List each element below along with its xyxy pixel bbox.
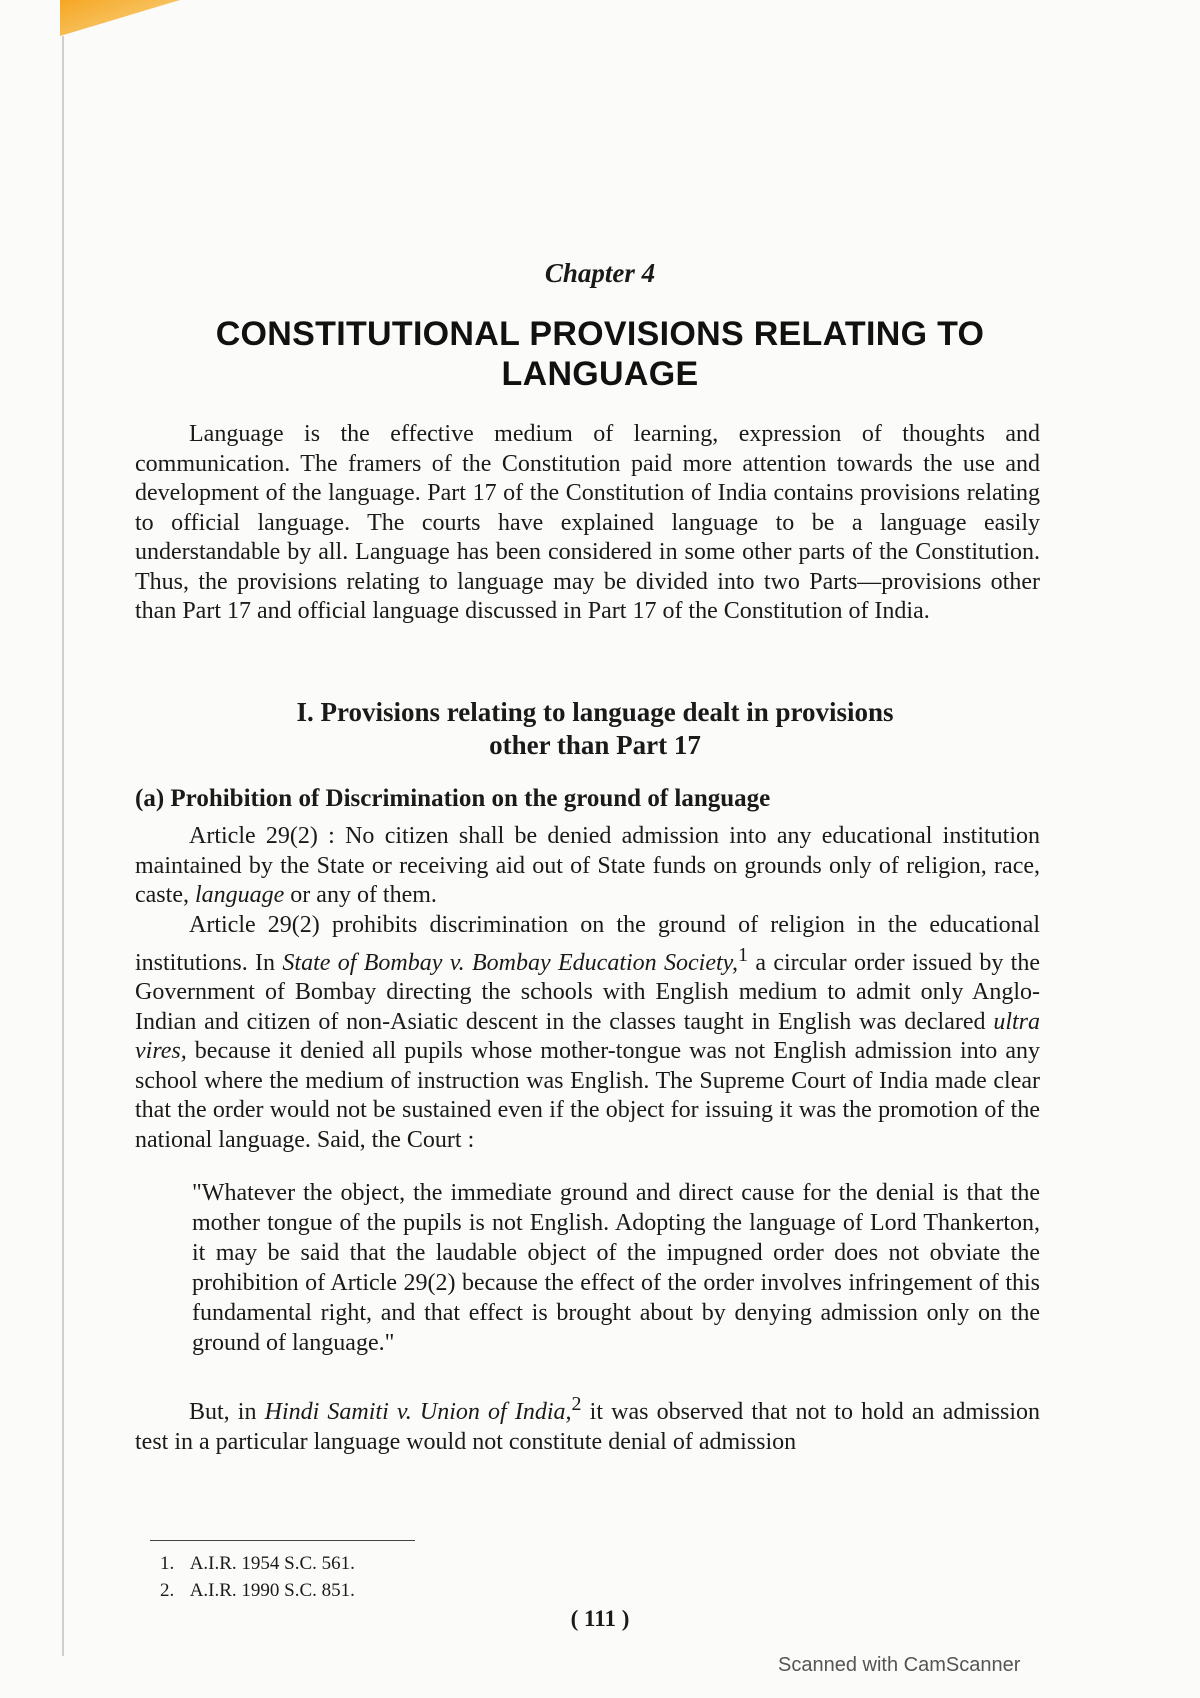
subsection-text: Prohibition of Discrimination on the ground of language	[170, 785, 771, 812]
discussion-text-1: Article 29(2) prohibits discrimination on the ground of religion in the educational institutions. In	[135, 912, 1040, 976]
article-text-a: No citizen shall be denied admission into any educational institution maintained by the State or receiving aid out of State funds on grounds only of religion, race, caste,	[135, 823, 1041, 908]
discussion-case-name: State of Bombay v. Bombay Education Society,	[282, 949, 738, 976]
footnote-ref-1: 1	[737, 943, 748, 966]
footnote-ref-2: 2	[571, 1393, 582, 1415]
section-heading-line1: Provisions relating to language dealt in provisions	[320, 697, 894, 727]
final-paragraph	[135, 1390, 1040, 1457]
article-italic: language	[194, 882, 285, 908]
scanner-watermark: Scanned with CamScanner	[778, 1654, 1021, 1676]
section-numeral: I.	[296, 697, 314, 727]
subsection-heading	[135, 785, 1040, 813]
intro-paragraph: Language is the effective medium of learning, expression of thoughts and communication. The framers of the Constitution paid more attention towards the use and development of the language. Part 17 of the Constitution of India contains provisions relating to official language. The courts have explained language to be a language easily understandable by all. Language has been considered in some other parts of the Constitution. Thus, the provisions relating to language may be divided into two Parts—provisions other than Part 17 and official language discussed in Part 17 of the Constitution of India.	[135, 421, 1040, 624]
final-text-2: it was observed that not to hold an admission test in a particular language would not constitute denial of admission	[135, 1399, 1041, 1455]
article-lead: Article 29(2) :	[189, 823, 335, 849]
discussion-text-2: a circular order issued by the Government of Bombay directing the schools with English medium to admit only Anglo-Indian and citizen of non-Asiatic descent in the classes taught in English was declared	[135, 949, 1041, 1035]
court-quote: "Whatever the object, the immediate ground and direct cause for the denial is that the mother tongue of the pupils is not English. Adopting the language of Lord Thankerton, it may be said that the laudable object of the impugned order does not obviate the prohibition of Article 29(2) because the effect of the order involves infringement of this fundamental right, and that effect is brought about by denying admission only on the ground of language."	[192, 1180, 1040, 1356]
chapter-title-line2: LANGUAGE	[501, 355, 699, 393]
discussion-paragraph	[135, 911, 1040, 1155]
discussion-text-3: because it denied all pupils whose mother-tongue was not English admission into any school where the medium of instruction was English. The Supreme Court of India made clear that the order would not be sustained even if the object for issuing it was the promotion of the national language. Said, the Court :	[135, 1038, 1040, 1153]
section-heading	[195, 696, 995, 762]
section-heading-line2: other than Part 17	[489, 730, 701, 760]
page-number: ( 111 )	[570, 1606, 630, 1631]
article-text-b: or any of them.	[284, 882, 437, 908]
footnote-item: 2. A.I.R. 1990 S.C. 851.	[160, 1580, 355, 1601]
chapter-title-line1: CONSTITUTIONAL PROVISIONS RELATING TO	[215, 315, 985, 353]
final-text-1: But, in	[189, 1399, 265, 1425]
article-paragraph	[135, 822, 1040, 911]
final-case-name: Hindi Samiti v. Union of India,	[264, 1399, 572, 1425]
subsection-label: (a)	[135, 785, 165, 812]
chapter-title	[180, 314, 1020, 394]
footnote-item: 1. A.I.R. 1954 S.C. 561.	[160, 1553, 355, 1574]
footnotes	[160, 1550, 355, 1604]
chapter-label: Chapter 4	[544, 258, 656, 288]
discussion-latin: ultra vires,	[135, 1008, 1040, 1064]
footnote-divider	[150, 1540, 415, 1541]
page-corner-fold	[60, 0, 180, 36]
